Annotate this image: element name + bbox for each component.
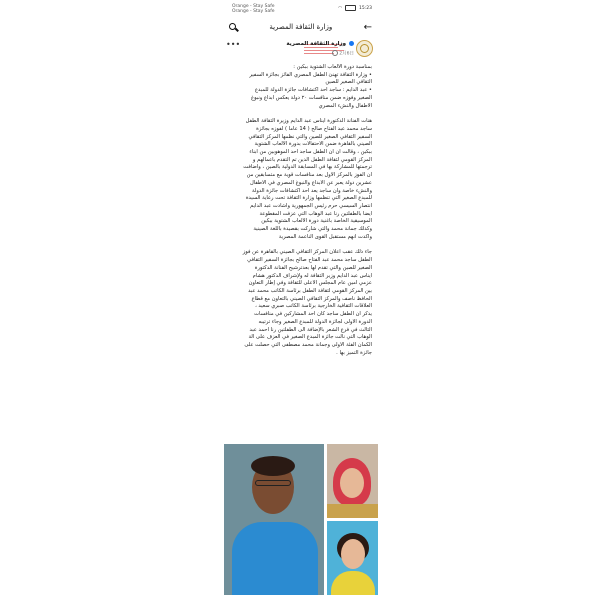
text-line: يذكر ان الطفل ساجد كان احد المشاركين في منافسات <box>254 311 372 318</box>
text-line: السفير الثقافي الصغير للصين والتي نظمها المركز الثقافي <box>248 133 372 140</box>
text-line: ترجمتها للمشاركة بها في المسابقة الدولية بالصين ، وأضافت <box>243 164 372 171</box>
top-bar <box>222 16 378 38</box>
text-line: جائزة التميز بها . <box>336 349 372 356</box>
post-date-text: 2月6日 <box>339 51 354 57</box>
post-photos <box>222 444 378 600</box>
text-line: والنشء خاصة وان ساجد يعد احد اكتشافات جائزة الدولة <box>251 187 372 194</box>
text-line: الكمان الفئة الأولى وجمانة محمد مصطفى التي حصلت على <box>244 341 372 348</box>
text-line: جاء ذلك عقب اعلان المركز الثقافي الصيني بالقاهرة عن فوز <box>242 249 372 256</box>
logo-icon <box>360 44 369 53</box>
post-paragraph-2 <box>229 118 372 241</box>
post-paragraph-1 <box>229 64 372 110</box>
post-header <box>222 38 378 62</box>
text-line: • وزارة الثقافة تهنئ الطفل المصري الفائز بجائزة السفير <box>249 71 372 78</box>
photo-girl-2[interactable] <box>327 521 378 595</box>
photo-clothes <box>331 571 375 595</box>
phone-screen <box>222 0 378 600</box>
avatar[interactable] <box>356 40 373 57</box>
text-line: الثالث في فرع الشعر بالإضافة الى الطفلتين رنا أحمد عبد <box>249 326 372 333</box>
arrow-left-icon[interactable]: ← <box>363 21 372 33</box>
verified-icon <box>349 41 354 46</box>
text-line: الطفل ساجد محمد عبد الفتاح صالح بجائزة السفير الثقافي <box>247 257 372 264</box>
text-line: ببكين ، وقالت ان ان الطفل ساجد احد الموهوبين من ابناء <box>249 149 372 156</box>
text-line: • عبد الدايم : ساجد أحد اكتشافات جائزة الدولة للمبدع <box>254 87 372 94</box>
carrier-line-1: Orange - Stay Safe <box>232 4 275 9</box>
battery-icon <box>345 5 356 11</box>
photo-shirt <box>232 522 318 595</box>
text-line: أيضا بالطفلتين رنا عبد الوهاب التي عزفت المقطوعة <box>259 210 372 217</box>
text-line: عشرين دولة يعبر عن الابداع والنبوغ المصري في الاطفال <box>249 179 372 186</box>
text-line: واكدت انهم مستقبل القوى الناعمة المصرية <box>278 233 372 240</box>
globe-icon <box>332 50 338 56</box>
text-line: الصغير للصين والتي تقدم لها بعدترشيح الفنانة الدكتورة <box>254 264 372 271</box>
photo-hair <box>251 456 295 476</box>
post-author[interactable] <box>286 41 354 47</box>
text-line: الدورة الاولى لجائزة الدولة للمبدع الصغير وجاء ترتيبه <box>258 318 372 325</box>
status-bar <box>222 0 378 16</box>
text-line: بين المركز القومي لثقافة الطفل برئاسة الكاتب محمد عبد <box>248 287 372 294</box>
text-line: ساجد محمد عبد الفتاح صالح ( 14 عاما ) لفوزه بجائزة <box>256 125 372 132</box>
photo-face <box>341 539 365 569</box>
status-icons <box>338 5 372 11</box>
text-line: الصيني بالقاهرة ضمن الاحتفالات بدورة الألعاب الشتوية <box>254 141 372 148</box>
photo-face <box>340 468 364 498</box>
post-author-name: وزارة الثقافة المصرية <box>286 41 347 47</box>
text-line: للمبدع الصغير التي تنظمها وزارة الثقافة تحت رعاية السيدة <box>245 195 372 202</box>
photo-boy[interactable] <box>224 444 324 595</box>
text-line: المركز القومي لثقافة الطفل الذين تم التقدم بأعمالهم و <box>252 156 372 163</box>
text-line: الاطفال والنشء المصري <box>318 102 372 109</box>
text-line: الوهاب التي نالت جائزة المبدع الصغير في العزف على آلة <box>248 334 372 341</box>
clock: 15:23 <box>359 5 372 11</box>
photo-girl-1[interactable] <box>327 444 378 518</box>
photo-clothes <box>327 504 378 518</box>
carrier-line-2: Orange - Stay Safe <box>232 9 275 14</box>
text-line: الثقافي الصغير للصين <box>325 79 372 86</box>
post-body <box>229 64 372 365</box>
carrier-info <box>232 4 275 14</box>
text-line: العلاقات الثقافية الخارجية برئاسة الكاتب صبري سعيد ، <box>255 303 372 310</box>
post-paragraph-3 <box>229 249 372 357</box>
text-line: هنأت الفنانة الدكتورة ايناس عبد الدايم وزيرة الثقافة الطفل <box>245 118 372 125</box>
text-line: الصغير وفوزه ضمن منافسات ٢٠ دولة يعكس ابداع ونبوغ <box>250 94 372 101</box>
text-line: وكذلك جمانة محمد والتي شاركت بقصيدة باللغة الصينية <box>253 226 372 233</box>
text-line: انتصار السيسي حرم رئيس الجمهورية واشادت عبد الدايم <box>250 202 372 209</box>
post-date <box>331 50 354 57</box>
search-icon[interactable] <box>228 22 238 32</box>
text-line: عزمي أمين عام المجلس الأعلى للثقافة وفي إطار التعاون <box>248 280 372 287</box>
text-line: الموسيقية الخاصة بأغنية دورة الألعاب الشتوية ببكين <box>261 218 372 225</box>
wifi-icon: ◠ <box>338 5 343 11</box>
more-options-icon[interactable]: ••• <box>226 40 241 49</box>
text-line: الحافظ ناصف والمركز الثقافي الصيني بالتعاون مع قطاع <box>251 295 372 302</box>
text-line: ان الفوز بالمركز الاول بعد منافسات قوية مع متسابقين من <box>246 172 372 179</box>
text-line: ايناس عبد الدايم وزير الثقافة له ولإشراف الدكتور هشام <box>252 272 372 279</box>
page-title: وزارة الثقافة المصرية <box>269 23 333 31</box>
photo-glasses <box>255 480 291 486</box>
text-line: بمناسبة دورة الألعاب الشتوية ببكين : <box>293 64 372 70</box>
